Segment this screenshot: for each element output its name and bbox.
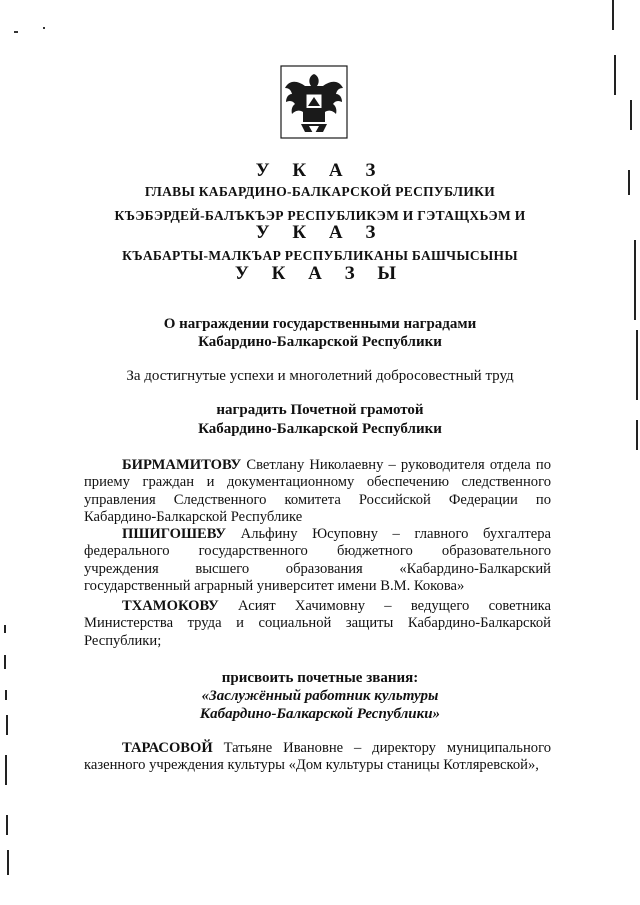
title-heading-line-1: присвоить почетные звания: — [221, 670, 419, 686]
scan-speck — [43, 27, 45, 29]
decree-title-ru: У К А З — [255, 160, 385, 181]
recipient-details: Альфину Юсуповну – главного бухгалтера федерального государственного бюджетного образовательного учреждения высшего образования «Кабардино-Балкарский государственный аграрный университет имени В.М. Кокова» — [84, 526, 551, 594]
subject-line-2: Кабардино-Балкарской Республики — [198, 334, 442, 350]
recipient-surname: БИРМАМИТОВУ — [122, 457, 242, 473]
recipient-details: Светлану Николаевну – руководителя отдела по приему граждан и документационному обеспечению следственного управления Следственного комитета Российской Федерации по Кабардино-Балкарской Республике — [84, 457, 551, 525]
title-recipient-1 — [84, 740, 551, 775]
scan-edge-line — [6, 815, 8, 835]
issuer-line-krc: КЪАБАРТЫ-МАЛКЪАР РЕСПУБЛИКАНЫ БАШЧЫСЫНЫ — [122, 248, 518, 263]
eagle-coat-of-arms-icon — [279, 64, 349, 140]
issuer-line-ru: ГЛАВЫ КАБАРДИНО-БАЛКАРСКОЙ РЕСПУБЛИКИ — [144, 184, 496, 199]
scan-edge-line — [4, 625, 6, 633]
scan-edge-line — [4, 655, 6, 669]
recipient-surname: ТАРАСОВОЙ — [122, 740, 213, 756]
recipient-surname: ПШИГОШЕВУ — [122, 526, 227, 542]
scan-edge-line — [612, 0, 614, 30]
award-recipient-1 — [84, 457, 551, 526]
recipient-details: Татьяне Ивановне – директору муниципального казенного учреждения культуры «Дом культуры станицы Котляревской», — [84, 740, 551, 774]
scan-edge-line — [630, 100, 632, 130]
recipient-surname: ТХАМОКОВУ — [122, 598, 219, 614]
award-recipient-3 — [84, 598, 551, 650]
scan-edge-line — [614, 55, 616, 95]
scan-edge-line — [7, 850, 9, 875]
preamble: За достигнутые успехи и многолетний добросовестный труд — [126, 368, 514, 384]
award-heading-line-1: наградить Почетной грамотой — [216, 402, 424, 418]
decree-title-krc: У К А З Ы — [234, 263, 406, 284]
award-heading-line-2: Кабардино-Балкарской Республики — [198, 421, 442, 437]
decree-title-kbd: У К А З — [255, 222, 385, 243]
scan-speck — [14, 31, 18, 33]
recipient-details: Асият Хачимовну – ведущего советника Министерства труда и социальной защиты Кабардино-Балкарской Республики; — [84, 598, 551, 649]
title-heading-line-3: Кабардино-Балкарской Республики» — [199, 706, 441, 722]
award-recipient-2 — [84, 526, 551, 595]
scan-edge-line — [5, 755, 7, 785]
subject-line-1: О награждении государственными наградами — [163, 316, 477, 332]
issuer-line-kbd: КЪЭБЭРДЕЙ-БАЛЪКЪЭР РЕСПУБЛИКЭМ И ГЭТАЩХЬЭМ И — [114, 208, 526, 223]
title-heading-line-2: «Заслужённый работник культуры — [201, 688, 439, 704]
